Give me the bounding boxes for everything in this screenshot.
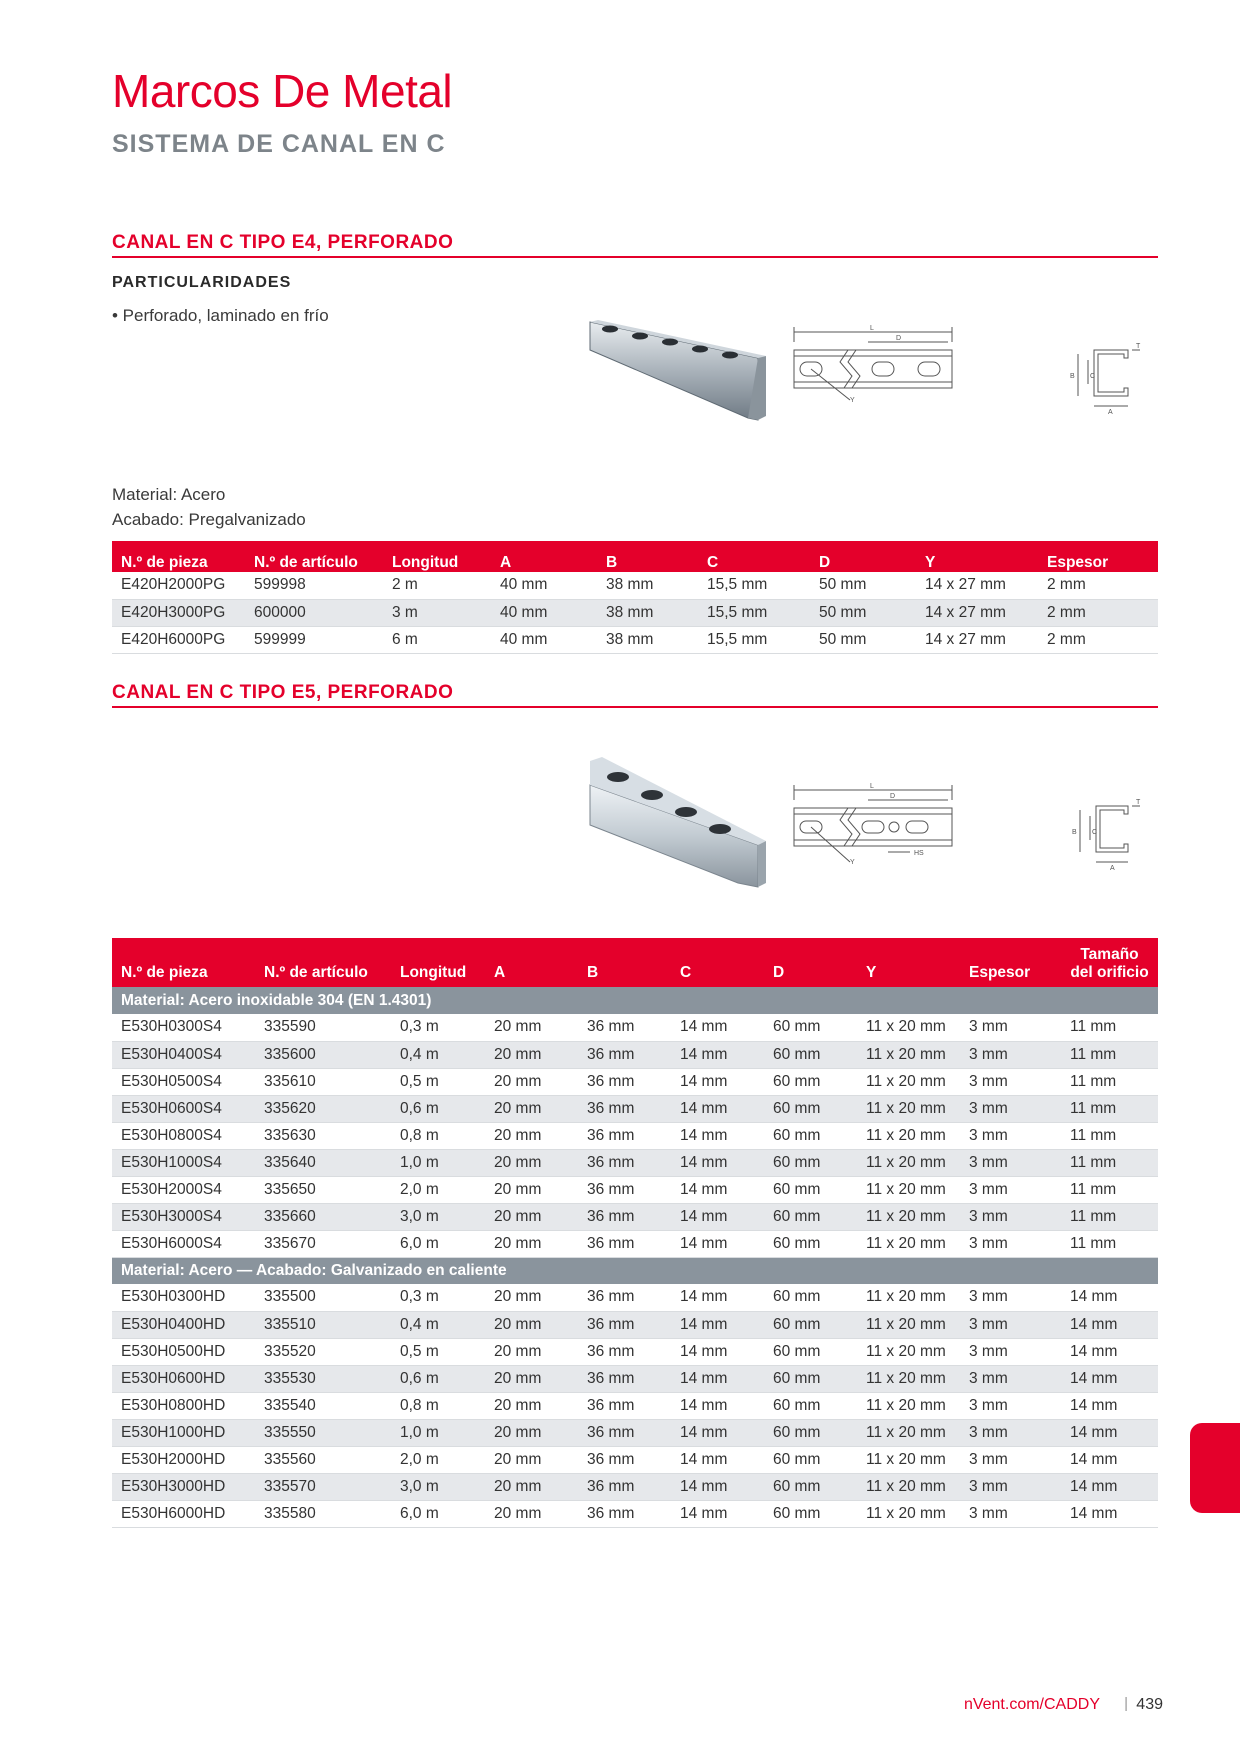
table-cell: E530H3000HD xyxy=(112,1473,255,1500)
material-group-row xyxy=(112,987,1158,1014)
table-cell: 335560 xyxy=(255,1446,391,1473)
table-cell: 0,5 m xyxy=(391,1338,485,1365)
label-B: B xyxy=(1072,829,1077,836)
table-cell: 335570 xyxy=(255,1473,391,1500)
table-row xyxy=(112,1446,1158,1473)
table-cell: 50 mm xyxy=(810,626,916,653)
table-cell: 38 mm xyxy=(597,626,698,653)
table-cell: E530H6000S4 xyxy=(112,1230,255,1257)
page-title: Marcos De Metal xyxy=(112,65,453,117)
table-cell: 14 mm xyxy=(671,1149,764,1176)
table-cell: 11 x 20 mm xyxy=(857,1176,960,1203)
table-cell: E530H0600S4 xyxy=(112,1095,255,1122)
table-cell: 335530 xyxy=(255,1365,391,1392)
table-cell: 60 mm xyxy=(764,1500,857,1527)
table-cell: 60 mm xyxy=(764,1473,857,1500)
table-cell: 11 x 20 mm xyxy=(857,1284,960,1311)
table-row xyxy=(112,1095,1158,1122)
table-cell: 60 mm xyxy=(764,1014,857,1041)
table-cell: E420H2000PG xyxy=(112,572,245,599)
label-A: A xyxy=(1110,865,1115,872)
table-cell: 60 mm xyxy=(764,1392,857,1419)
table-cell: 335640 xyxy=(255,1149,391,1176)
table-cell: 11 mm xyxy=(1061,1149,1158,1176)
table-row xyxy=(112,1014,1158,1041)
table-cell: 15,5 mm xyxy=(698,599,810,626)
table-cell: 20 mm xyxy=(485,1095,578,1122)
table-cell: 3 mm xyxy=(960,1311,1061,1338)
col-header: Y xyxy=(916,541,1038,572)
table-cell: 20 mm xyxy=(485,1473,578,1500)
table-cell: 36 mm xyxy=(578,1473,671,1500)
table-cell: 3,0 m xyxy=(391,1473,485,1500)
table-cell: 14 mm xyxy=(1061,1473,1158,1500)
table-cell: E530H0500HD xyxy=(112,1338,255,1365)
label-T: T xyxy=(1136,799,1141,806)
table-cell: 11 mm xyxy=(1061,1230,1158,1257)
table-cell: 3,0 m xyxy=(391,1203,485,1230)
table-cell: 36 mm xyxy=(578,1068,671,1095)
table-cell: 0,3 m xyxy=(391,1284,485,1311)
table-cell: 20 mm xyxy=(485,1122,578,1149)
table-row xyxy=(112,1500,1158,1527)
table-cell: 3 mm xyxy=(960,1176,1061,1203)
table-cell: 14 mm xyxy=(671,1284,764,1311)
table-cell: 3 mm xyxy=(960,1122,1061,1149)
table-header-row xyxy=(112,938,1158,987)
table-cell: 20 mm xyxy=(485,1230,578,1257)
feature-item: • Perforado, laminado en frío xyxy=(112,306,329,325)
table-cell: 14 mm xyxy=(1061,1419,1158,1446)
table-cell: 36 mm xyxy=(578,1284,671,1311)
table-cell: E530H3000S4 xyxy=(112,1203,255,1230)
table-cell: 335620 xyxy=(255,1095,391,1122)
table-cell: 50 mm xyxy=(810,572,916,599)
col-header: D xyxy=(810,541,916,572)
table-cell: 60 mm xyxy=(764,1068,857,1095)
table-cell: 36 mm xyxy=(578,1149,671,1176)
table-cell: 3 mm xyxy=(960,1095,1061,1122)
table-cell: 335520 xyxy=(255,1338,391,1365)
table-cell: 335550 xyxy=(255,1419,391,1446)
table-cell: 20 mm xyxy=(485,1446,578,1473)
table-cell: 3 mm xyxy=(960,1068,1061,1095)
table-cell: 0,5 m xyxy=(391,1068,485,1095)
table-cell: 0,3 m xyxy=(391,1014,485,1041)
table-row xyxy=(112,1176,1158,1203)
table-cell: 60 mm xyxy=(764,1203,857,1230)
col-header: B xyxy=(578,938,671,987)
table-cell: 40 mm xyxy=(491,626,597,653)
channel-e4-side-drawing xyxy=(790,322,960,404)
table-cell: 14 mm xyxy=(1061,1338,1158,1365)
table-cell: 11 x 20 mm xyxy=(857,1122,960,1149)
table-cell: 14 mm xyxy=(671,1365,764,1392)
finish-text: Acabado: Pregalvanizado xyxy=(112,510,306,529)
section-tab xyxy=(1190,1423,1240,1513)
table-cell: 20 mm xyxy=(485,1068,578,1095)
table-cell: 36 mm xyxy=(578,1392,671,1419)
table-cell: 36 mm xyxy=(578,1095,671,1122)
table-cell: 3 mm xyxy=(960,1149,1061,1176)
table-cell: 11 x 20 mm xyxy=(857,1365,960,1392)
table-cell: 20 mm xyxy=(485,1311,578,1338)
channel-e5-cross-section xyxy=(1066,796,1156,872)
label-HS: HS xyxy=(914,850,924,857)
table-row xyxy=(112,1311,1158,1338)
table-cell: 0,4 m xyxy=(391,1311,485,1338)
table-cell: E530H1000S4 xyxy=(112,1149,255,1176)
table-cell: 3 mm xyxy=(960,1473,1061,1500)
table-cell: 11 x 20 mm xyxy=(857,1338,960,1365)
table-cell: 36 mm xyxy=(578,1446,671,1473)
material-group-row xyxy=(112,1257,1158,1284)
table-cell: 36 mm xyxy=(578,1014,671,1041)
table-cell: 335580 xyxy=(255,1500,391,1527)
col-header: Espesor xyxy=(1038,541,1158,572)
label-L: L xyxy=(870,783,874,790)
table-cell: 3 mm xyxy=(960,1419,1061,1446)
table-row xyxy=(112,1284,1158,1311)
table-cell: 50 mm xyxy=(810,599,916,626)
table-cell: 11 x 20 mm xyxy=(857,1311,960,1338)
table-cell: 20 mm xyxy=(485,1041,578,1068)
table-cell: 0,4 m xyxy=(391,1041,485,1068)
table-cell: 60 mm xyxy=(764,1284,857,1311)
table-cell: 14 mm xyxy=(671,1419,764,1446)
label-L: L xyxy=(870,325,874,332)
table-cell: 11 mm xyxy=(1061,1014,1158,1041)
table-cell: 60 mm xyxy=(764,1311,857,1338)
table-cell: 14 mm xyxy=(1061,1311,1158,1338)
e4-spec-table xyxy=(112,541,1158,654)
label-C: C xyxy=(1090,373,1096,380)
col-header-hole-size xyxy=(1061,938,1158,987)
col-header-line: del orificio xyxy=(1070,964,1149,981)
table-cell: 335650 xyxy=(255,1176,391,1203)
table-cell: 20 mm xyxy=(485,1419,578,1446)
table-cell: 20 mm xyxy=(485,1176,578,1203)
table-cell: 1,0 m xyxy=(391,1149,485,1176)
col-header: C xyxy=(698,541,810,572)
table-cell: 11 x 20 mm xyxy=(857,1230,960,1257)
section-divider xyxy=(112,256,1158,258)
table-cell: 6 m xyxy=(383,626,491,653)
table-cell: 335610 xyxy=(255,1068,391,1095)
table-cell: 36 mm xyxy=(578,1203,671,1230)
table-cell: E530H0800S4 xyxy=(112,1122,255,1149)
table-cell: 335590 xyxy=(255,1014,391,1041)
table-row xyxy=(112,1041,1158,1068)
col-header: D xyxy=(764,938,857,987)
table-cell: 2 mm xyxy=(1038,599,1158,626)
table-cell: 36 mm xyxy=(578,1230,671,1257)
col-header: Longitud xyxy=(391,938,485,987)
footer-link[interactable]: nVent.com/CADDY xyxy=(963,1696,1100,1713)
table-row xyxy=(112,572,1158,599)
table-cell: 14 mm xyxy=(671,1014,764,1041)
table-cell: 36 mm xyxy=(578,1311,671,1338)
table-cell: 3 mm xyxy=(960,1041,1061,1068)
table-row xyxy=(112,1149,1158,1176)
table-cell: 2,0 m xyxy=(391,1446,485,1473)
table-cell: 20 mm xyxy=(485,1500,578,1527)
table-cell: E530H0400S4 xyxy=(112,1041,255,1068)
particularidades-heading: PARTICULARIDADES xyxy=(112,274,292,291)
table-header-row xyxy=(112,541,1158,572)
table-cell: 36 mm xyxy=(578,1500,671,1527)
table-cell: 3 mm xyxy=(960,1230,1061,1257)
table-cell: 14 mm xyxy=(671,1068,764,1095)
table-cell: 40 mm xyxy=(491,572,597,599)
table-cell: 14 mm xyxy=(1061,1284,1158,1311)
table-cell: 60 mm xyxy=(764,1338,857,1365)
table-cell: 0,6 m xyxy=(391,1365,485,1392)
table-cell: 15,5 mm xyxy=(698,572,810,599)
table-cell: 14 mm xyxy=(671,1392,764,1419)
table-cell: 335600 xyxy=(255,1041,391,1068)
table-cell: 11 mm xyxy=(1061,1041,1158,1068)
material-group-label: Material: Acero — Acabado: Galvanizado en caliente xyxy=(112,1257,1158,1284)
table-cell: 11 x 20 mm xyxy=(857,1392,960,1419)
table-cell: 2 mm xyxy=(1038,626,1158,653)
table-cell: 2,0 m xyxy=(391,1176,485,1203)
table-cell: 40 mm xyxy=(491,599,597,626)
label-D: D xyxy=(890,793,896,800)
table-cell: 36 mm xyxy=(578,1176,671,1203)
table-row xyxy=(112,1122,1158,1149)
table-cell: 600000 xyxy=(245,599,383,626)
table-cell: 11 x 20 mm xyxy=(857,1095,960,1122)
table-cell: 60 mm xyxy=(764,1446,857,1473)
table-cell: 20 mm xyxy=(485,1203,578,1230)
e5-spec-table xyxy=(112,938,1158,1528)
table-cell: E530H6000HD xyxy=(112,1500,255,1527)
table-cell: 11 mm xyxy=(1061,1095,1158,1122)
table-cell: 335630 xyxy=(255,1122,391,1149)
table-cell: E530H0600HD xyxy=(112,1365,255,1392)
table-cell: 335670 xyxy=(255,1230,391,1257)
table-cell: E530H0500S4 xyxy=(112,1068,255,1095)
section-title-e5: CANAL EN C TIPO E5, PERFORADO xyxy=(112,682,454,703)
table-cell: 60 mm xyxy=(764,1176,857,1203)
table-cell: 335510 xyxy=(255,1311,391,1338)
col-header: A xyxy=(491,541,597,572)
col-header: Longitud xyxy=(383,541,491,572)
table-cell: 36 mm xyxy=(578,1338,671,1365)
label-Y: Y xyxy=(850,397,855,404)
table-cell: 14 mm xyxy=(671,1446,764,1473)
table-cell: 3 mm xyxy=(960,1365,1061,1392)
col-header: N.º de pieza xyxy=(112,938,255,987)
table-row xyxy=(112,1365,1158,1392)
table-cell: 599999 xyxy=(245,626,383,653)
table-cell: E530H0800HD xyxy=(112,1392,255,1419)
table-cell: E530H0300HD xyxy=(112,1284,255,1311)
table-cell: 60 mm xyxy=(764,1365,857,1392)
table-cell: 11 x 20 mm xyxy=(857,1041,960,1068)
table-cell: 38 mm xyxy=(597,599,698,626)
table-cell: 14 mm xyxy=(671,1122,764,1149)
table-cell: 20 mm xyxy=(485,1338,578,1365)
col-header: N.º de pieza xyxy=(112,541,245,572)
table-cell: 14 mm xyxy=(1061,1365,1158,1392)
channel-e5-side-drawing xyxy=(790,780,960,866)
table-row xyxy=(112,1392,1158,1419)
table-cell: 6,0 m xyxy=(391,1500,485,1527)
table-cell: 14 x 27 mm xyxy=(916,626,1038,653)
table-cell: 335500 xyxy=(255,1284,391,1311)
table-cell: E530H0400HD xyxy=(112,1311,255,1338)
table-cell: 0,8 m xyxy=(391,1122,485,1149)
table-cell: 20 mm xyxy=(485,1284,578,1311)
table-cell: 11 x 20 mm xyxy=(857,1500,960,1527)
page-number: 439 xyxy=(1136,1696,1163,1713)
table-row xyxy=(112,1419,1158,1446)
table-cell: 11 mm xyxy=(1061,1122,1158,1149)
table-cell: 60 mm xyxy=(764,1122,857,1149)
col-header: N.º de artículo xyxy=(255,938,391,987)
table-cell: 14 x 27 mm xyxy=(916,572,1038,599)
table-cell: 14 x 27 mm xyxy=(916,599,1038,626)
table-cell: E530H2000HD xyxy=(112,1446,255,1473)
table-row xyxy=(112,599,1158,626)
table-row xyxy=(112,626,1158,653)
channel-e4-cross-section xyxy=(1066,342,1156,414)
table-cell: 1,0 m xyxy=(391,1419,485,1446)
table-cell: 15,5 mm xyxy=(698,626,810,653)
label-B: B xyxy=(1070,373,1075,380)
table-cell: 60 mm xyxy=(764,1230,857,1257)
table-cell: 3 mm xyxy=(960,1500,1061,1527)
col-header: Y xyxy=(857,938,960,987)
table-row xyxy=(112,1473,1158,1500)
table-cell: 14 mm xyxy=(1061,1446,1158,1473)
material-text: Material: Acero xyxy=(112,485,226,504)
table-cell: 3 mm xyxy=(960,1338,1061,1365)
table-cell: 14 mm xyxy=(671,1338,764,1365)
table-cell: 0,8 m xyxy=(391,1392,485,1419)
table-cell: 11 x 20 mm xyxy=(857,1149,960,1176)
table-cell: 11 x 20 mm xyxy=(857,1446,960,1473)
page-subtitle: SISTEMA DE CANAL EN C xyxy=(112,130,446,158)
table-cell: 38 mm xyxy=(597,572,698,599)
table-cell: 0,6 m xyxy=(391,1095,485,1122)
table-cell: 14 mm xyxy=(671,1230,764,1257)
table-cell: 3 mm xyxy=(960,1392,1061,1419)
table-cell: 11 mm xyxy=(1061,1068,1158,1095)
section-title-e4: CANAL EN C TIPO E4, PERFORADO xyxy=(112,232,454,253)
table-cell: 335540 xyxy=(255,1392,391,1419)
label-A: A xyxy=(1108,409,1113,414)
col-header: C xyxy=(671,938,764,987)
col-header-line: Tamaño xyxy=(1080,946,1139,963)
table-cell: 2 m xyxy=(383,572,491,599)
table-cell: E530H0300S4 xyxy=(112,1014,255,1041)
table-cell: 14 mm xyxy=(671,1095,764,1122)
table-cell: 60 mm xyxy=(764,1419,857,1446)
table-cell: 3 mm xyxy=(960,1284,1061,1311)
table-cell: 14 mm xyxy=(671,1203,764,1230)
table-cell: 36 mm xyxy=(578,1419,671,1446)
label-C: C xyxy=(1092,829,1098,836)
table-cell: 11 x 20 mm xyxy=(857,1203,960,1230)
channel-e5-photo xyxy=(588,755,768,890)
table-cell: 60 mm xyxy=(764,1041,857,1068)
table-cell: 2 mm xyxy=(1038,572,1158,599)
table-row xyxy=(112,1203,1158,1230)
table-cell: 14 mm xyxy=(1061,1500,1158,1527)
table-cell: 11 x 20 mm xyxy=(857,1068,960,1095)
table-cell: E530H2000S4 xyxy=(112,1176,255,1203)
table-cell: 36 mm xyxy=(578,1122,671,1149)
table-cell: 3 mm xyxy=(960,1014,1061,1041)
material-group-label: Material: Acero inoxidable 304 (EN 1.4301) xyxy=(112,987,1158,1014)
footer-separator: | xyxy=(1124,1695,1128,1712)
table-cell: E420H3000PG xyxy=(112,599,245,626)
section-divider xyxy=(112,706,1158,708)
table-row xyxy=(112,1068,1158,1095)
table-cell: E530H1000HD xyxy=(112,1419,255,1446)
table-cell: 599998 xyxy=(245,572,383,599)
table-cell: 14 mm xyxy=(671,1500,764,1527)
table-cell: 335660 xyxy=(255,1203,391,1230)
table-cell: 11 mm xyxy=(1061,1176,1158,1203)
col-header: B xyxy=(597,541,698,572)
label-T: T xyxy=(1136,343,1141,350)
table-cell: 36 mm xyxy=(578,1041,671,1068)
table-cell: 14 mm xyxy=(671,1041,764,1068)
table-cell: 11 x 20 mm xyxy=(857,1419,960,1446)
table-cell: 20 mm xyxy=(485,1365,578,1392)
table-cell: 3 mm xyxy=(960,1446,1061,1473)
table-cell: 3 mm xyxy=(960,1203,1061,1230)
col-header: A xyxy=(485,938,578,987)
table-cell: 14 mm xyxy=(1061,1392,1158,1419)
table-cell: 60 mm xyxy=(764,1095,857,1122)
table-row xyxy=(112,1338,1158,1365)
table-cell: 20 mm xyxy=(485,1392,578,1419)
table-row xyxy=(112,1230,1158,1257)
table-cell: E420H6000PG xyxy=(112,626,245,653)
table-cell: 20 mm xyxy=(485,1014,578,1041)
label-D: D xyxy=(896,335,902,342)
col-header: N.º de artículo xyxy=(245,541,383,572)
table-cell: 20 mm xyxy=(485,1149,578,1176)
table-cell: 11 mm xyxy=(1061,1203,1158,1230)
table-cell: 60 mm xyxy=(764,1149,857,1176)
table-cell: 14 mm xyxy=(671,1473,764,1500)
table-cell: 14 mm xyxy=(671,1176,764,1203)
col-header: Espesor xyxy=(960,938,1061,987)
table-cell: 11 x 20 mm xyxy=(857,1473,960,1500)
table-cell: 36 mm xyxy=(578,1365,671,1392)
label-Y: Y xyxy=(850,859,855,866)
table-cell: 14 mm xyxy=(671,1311,764,1338)
channel-e4-photo xyxy=(588,320,768,425)
table-cell: 6,0 m xyxy=(391,1230,485,1257)
table-cell: 11 x 20 mm xyxy=(857,1014,960,1041)
table-cell: 3 m xyxy=(383,599,491,626)
